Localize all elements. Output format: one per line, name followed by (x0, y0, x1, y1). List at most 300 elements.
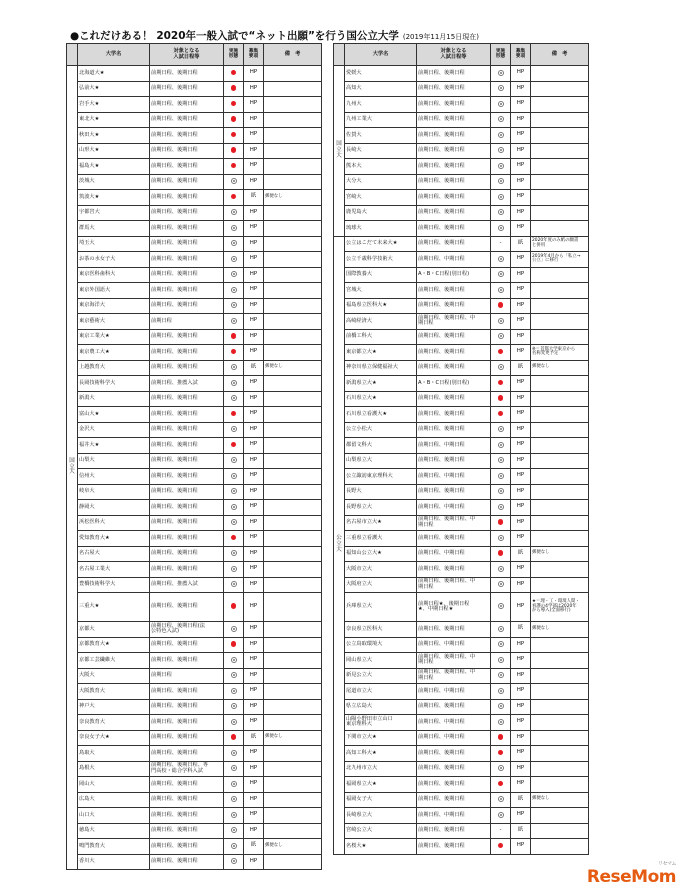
guide-format: HP (511, 267, 531, 283)
double-circle-icon (498, 765, 504, 771)
note-cell (531, 531, 589, 547)
red-dot-icon (231, 116, 237, 122)
double-circle-icon (231, 488, 237, 494)
exam-schedule: 前期日程、後期日程 (150, 174, 224, 190)
double-circle-icon (231, 380, 237, 386)
double-circle-icon (231, 703, 237, 709)
table-row (334, 823, 589, 839)
university-name: 筑波大★ (78, 190, 150, 206)
university-name: 公立千歳科学技術大 (345, 252, 417, 268)
table-row (67, 391, 322, 407)
implementation-mark (224, 128, 244, 144)
note-cell (531, 668, 589, 684)
university-name: 福島大★ (78, 159, 150, 175)
note-cell (264, 391, 322, 407)
note-cell (531, 653, 589, 669)
university-name: 高知大 (345, 81, 417, 97)
university-name: 神奈川県立保健福祉大 (345, 360, 417, 376)
note-cell (264, 593, 322, 622)
guide-format: HP (511, 699, 531, 715)
implementation-mark (224, 174, 244, 190)
double-circle-icon (231, 566, 237, 572)
university-name: 東京海洋大 (78, 298, 150, 314)
university-name: 茨城大 (78, 174, 150, 190)
university-name: 大阪府立大 (345, 577, 417, 593)
guide-format: 紙 (244, 730, 264, 746)
red-dot-icon (231, 147, 237, 153)
implementation-mark (224, 792, 244, 808)
guide-format: 紙 (511, 546, 531, 562)
guide-format: HP (244, 81, 264, 97)
exam-schedule: 前期日程、後期日程 (150, 593, 224, 622)
red-dot-icon (231, 101, 237, 107)
university-name: 高崎経済大 (345, 314, 417, 330)
implementation-mark (491, 422, 511, 438)
implementation-mark (224, 839, 244, 855)
university-name: 宮城大 (345, 283, 417, 299)
exam-schedule: 前期日程、後期日程、専 門高校・総合学科入試 (150, 761, 224, 777)
header-mark: 実施 形態 (491, 44, 511, 66)
header-spacer (67, 44, 78, 66)
guide-format: HP (244, 637, 264, 653)
exam-schedule: 前期日程、後期日程 (417, 190, 491, 206)
implementation-mark (491, 205, 511, 221)
note-cell (264, 143, 322, 159)
guide-format: HP (244, 205, 264, 221)
guide-format: HP (244, 469, 264, 485)
implementation-mark (224, 453, 244, 469)
red-dot-icon (498, 519, 504, 525)
implementation-mark (491, 345, 511, 361)
guide-format: HP (244, 668, 264, 684)
double-circle-icon (231, 364, 237, 370)
double-circle-icon (498, 271, 504, 277)
note-cell (531, 746, 589, 762)
implementation-mark (224, 562, 244, 578)
implementation-mark (491, 128, 511, 144)
exam-schedule: 前期日程、後期日程 (150, 252, 224, 268)
exam-schedule: 前期日程、後期日程 (150, 500, 224, 516)
exam-schedule: 前期日程、後期日程 (150, 422, 224, 438)
university-name: 弘前大★ (78, 81, 150, 97)
exam-schedule: 前期日程、中期日程 (417, 808, 491, 824)
table-row (67, 252, 322, 268)
table-row (67, 515, 322, 531)
implementation-mark (224, 314, 244, 330)
double-circle-icon (231, 457, 237, 463)
guide-format: HP (244, 546, 264, 562)
university-name: 東京外国語大 (78, 283, 150, 299)
implementation-mark (224, 205, 244, 221)
exam-schedule: 前期日程、後期日程 (150, 746, 224, 762)
implementation-mark (491, 174, 511, 190)
exam-schedule: 前期日程、後期日程 (417, 298, 491, 314)
exam-schedule: 前期日程、後期日程 (150, 190, 224, 206)
table-row (334, 66, 589, 82)
note-cell: 郵便なし (264, 190, 322, 206)
note-cell: 郵便なし (264, 839, 322, 855)
guide-format: HP (244, 159, 264, 175)
table-row (334, 221, 589, 237)
note-cell (264, 97, 322, 113)
guide-format: HP (511, 66, 531, 82)
university-name: 鳴門教育大 (78, 839, 150, 855)
guide-format: HP (511, 159, 531, 175)
red-dot-icon (231, 85, 237, 91)
exam-schedule: 前期日程、後期日程 (417, 143, 491, 159)
guide-format: HP (244, 622, 264, 638)
double-circle-icon (231, 657, 237, 663)
guide-format: HP (511, 484, 531, 500)
exam-schedule: 前期日程、後期日程(法 公特色入試) (150, 622, 224, 638)
guide-format: HP (244, 112, 264, 128)
guide-format: HP (511, 298, 531, 314)
guide-format: HP (511, 329, 531, 345)
guide-format: HP (511, 653, 531, 669)
university-name: 県立広島大 (345, 699, 417, 715)
table-row (334, 453, 589, 469)
guide-format: HP (511, 715, 531, 731)
note-cell (531, 484, 589, 500)
note-cell (264, 345, 322, 361)
double-circle-icon (231, 504, 237, 510)
table-row (67, 839, 322, 855)
table-row (334, 730, 589, 746)
double-circle-icon (231, 750, 237, 756)
guide-format: HP (511, 469, 531, 485)
double-circle-icon (231, 688, 237, 694)
exam-schedule: 前期日程、後期日程 (417, 746, 491, 762)
exam-schedule: 前期日程、後期日程 (150, 484, 224, 500)
university-name: 広島大 (78, 792, 150, 808)
table-row (67, 438, 322, 454)
implementation-mark (491, 221, 511, 237)
header-note: 備 考 (531, 44, 589, 66)
right-university-table (333, 43, 589, 855)
table-row (334, 622, 589, 638)
note-cell (264, 484, 322, 500)
table-row (334, 360, 589, 376)
double-circle-icon (231, 318, 237, 324)
exam-schedule: 前期日程、後期日程 (150, 267, 224, 283)
university-name: 公立小松大 (345, 422, 417, 438)
note-cell (264, 699, 322, 715)
guide-format: HP (511, 562, 531, 578)
note-cell (531, 81, 589, 97)
exam-schedule: 前期日程、後期日程 (150, 469, 224, 485)
table-row (67, 577, 322, 593)
note-cell (264, 715, 322, 731)
table-row (334, 684, 589, 700)
double-circle-icon (231, 581, 237, 587)
implementation-mark (491, 112, 511, 128)
red-dot-icon (498, 550, 504, 556)
implementation-mark (224, 143, 244, 159)
double-circle-icon (231, 765, 237, 771)
double-circle-icon (231, 519, 237, 525)
guide-format: HP (511, 314, 531, 330)
university-name: 石川県立大★ (345, 391, 417, 407)
double-circle-icon (231, 781, 237, 787)
exam-schedule: 前期日程、後期日程 (417, 792, 491, 808)
guide-format: HP (511, 376, 531, 392)
university-name: 島根大 (78, 761, 150, 777)
implementation-mark (491, 252, 511, 268)
exam-schedule: 前期日程、後期日程 (150, 236, 224, 252)
exam-schedule: 前期日程、後期日程 (417, 391, 491, 407)
exam-schedule: 前期日程、後期日程 (150, 546, 224, 562)
exam-schedule: 前期日程、後期日程 (150, 808, 224, 824)
university-name: 豊橋技術科学大 (78, 577, 150, 593)
guide-format: HP (244, 854, 264, 870)
header-exam: 対象となる 入試日程等 (150, 44, 224, 66)
implementation-mark (224, 438, 244, 454)
exam-schedule: 前期日程、後期日程 (150, 407, 224, 423)
note-cell (531, 469, 589, 485)
university-name: 金沢大 (78, 422, 150, 438)
note-cell (264, 792, 322, 808)
implementation-mark (491, 438, 511, 454)
red-dot-icon (231, 411, 237, 417)
guide-format: 紙 (511, 236, 531, 252)
exam-schedule: 前期日程、後期日程 (150, 854, 224, 870)
implementation-mark (491, 808, 511, 824)
university-name: 名古屋市立大★ (345, 515, 417, 531)
exam-schedule: 前期日程、後期日程 (417, 453, 491, 469)
implementation-mark (491, 546, 511, 562)
guide-format: HP (244, 329, 264, 345)
exam-schedule: 前期日程、後期日程、中 期日程 (417, 577, 491, 593)
guide-format: HP (511, 283, 531, 299)
university-name: 岐阜大 (78, 484, 150, 500)
implementation-mark (491, 792, 511, 808)
guide-format: HP (244, 391, 264, 407)
table-row (334, 422, 589, 438)
university-name: 大阪大 (78, 668, 150, 684)
table-row (67, 808, 322, 824)
exam-schedule: 前期日程、後期日程 (150, 438, 224, 454)
note-cell (264, 746, 322, 762)
exam-schedule: 前期日程、後期日程 (150, 653, 224, 669)
university-name: 愛知教育大★ (78, 531, 150, 547)
table-row (67, 500, 322, 516)
note-cell (264, 500, 322, 516)
university-name: 新見公立大 (345, 668, 417, 684)
university-name: 京都大 (78, 622, 150, 638)
guide-format: HP (244, 484, 264, 500)
university-name: 香川大 (78, 854, 150, 870)
table-row (67, 407, 322, 423)
university-name: お茶の水女子大 (78, 252, 150, 268)
note-cell (264, 159, 322, 175)
university-name: 山口大 (78, 808, 150, 824)
exam-schedule: 前期日程、後期日程 (150, 97, 224, 113)
red-dot-icon (498, 750, 504, 756)
exam-schedule: 前期日程 (150, 668, 224, 684)
table-row (334, 562, 589, 578)
red-dot-icon (498, 411, 504, 417)
implementation-mark (491, 159, 511, 175)
double-circle-icon (498, 703, 504, 709)
red-dot-icon (231, 194, 237, 200)
implementation-mark (491, 746, 511, 762)
double-circle-icon (498, 70, 504, 76)
table-row (67, 298, 322, 314)
exam-schedule: 前期日程、後期日程 (150, 715, 224, 731)
note-cell (264, 112, 322, 128)
note-cell (264, 777, 322, 793)
exam-schedule: 前期日程、後期日程 (150, 143, 224, 159)
guide-format: HP (511, 438, 531, 454)
table-row (67, 761, 322, 777)
university-name: 静岡大 (78, 500, 150, 516)
guide-format: HP (244, 562, 264, 578)
implementation-mark (224, 761, 244, 777)
table-row (67, 453, 322, 469)
implementation-mark (491, 329, 511, 345)
note-cell (531, 112, 589, 128)
exam-schedule: 前期日程、後期日程 (417, 407, 491, 423)
exam-schedule: 前期日程、後期日程 (150, 515, 224, 531)
guide-format: 紙 (511, 823, 531, 839)
guide-format: HP (511, 453, 531, 469)
table-row (67, 684, 322, 700)
guide-format: HP (244, 66, 264, 82)
note-cell: 郵便なし (264, 730, 322, 746)
guide-format: HP (244, 777, 264, 793)
table-row (67, 792, 322, 808)
exam-schedule: 前期日程、後期日程 (417, 699, 491, 715)
exam-schedule: 前期日程、後期日程 (417, 562, 491, 578)
double-circle-icon (231, 719, 237, 725)
note-cell (531, 438, 589, 454)
implementation-mark (491, 97, 511, 113)
implementation-mark (491, 360, 511, 376)
double-circle-icon (498, 535, 504, 541)
table-row (334, 515, 589, 531)
implementation-mark (491, 637, 511, 653)
note-cell (264, 438, 322, 454)
university-name: 高知工科大★ (345, 746, 417, 762)
note-cell (264, 267, 322, 283)
table-row (334, 345, 589, 361)
guide-format: HP (244, 761, 264, 777)
header-note: 備 考 (264, 44, 322, 66)
guide-format: HP (511, 190, 531, 206)
implementation-mark (491, 484, 511, 500)
university-name: 福岡女子大 (345, 792, 417, 808)
university-name: 長野県立大 (345, 500, 417, 516)
double-circle-icon (498, 178, 504, 184)
table-row (334, 438, 589, 454)
table-row (334, 298, 589, 314)
double-circle-icon (498, 812, 504, 818)
note-cell (531, 730, 589, 746)
note-cell (264, 174, 322, 190)
guide-format: HP (244, 715, 264, 731)
implementation-mark (491, 531, 511, 547)
university-name: 北九州市立大 (345, 761, 417, 777)
table-row (334, 839, 589, 855)
university-name: 鳥取大 (78, 746, 150, 762)
university-name: 九州工業大 (345, 112, 417, 128)
guide-format: HP (511, 577, 531, 593)
guide-format: HP (511, 593, 531, 622)
note-cell: 2019年4月から「私立→ 公立」に移行 (531, 252, 589, 268)
guide-format: HP (244, 298, 264, 314)
table-row (67, 345, 322, 361)
double-circle-icon (498, 333, 504, 339)
exam-schedule: A・B・C日程(別日程) (417, 267, 491, 283)
exam-schedule: 前期日程、後期日程 (150, 345, 224, 361)
implementation-mark (224, 546, 244, 562)
university-name: 公立はこだて未来大★ (345, 236, 417, 252)
double-circle-icon (498, 719, 504, 725)
implementation-mark (224, 112, 244, 128)
table-row (67, 593, 322, 622)
exam-schedule: 前期日程、後期日程 (417, 622, 491, 638)
table-row (67, 205, 322, 221)
table-row (334, 500, 589, 516)
double-circle-icon (498, 147, 504, 153)
table-row (67, 823, 322, 839)
table-row (67, 469, 322, 485)
guide-format: HP (244, 128, 264, 144)
table-row (334, 484, 589, 500)
group-label: 国立大 (334, 66, 345, 237)
implementation-mark (224, 190, 244, 206)
double-circle-icon (231, 796, 237, 802)
exam-schedule: 前期日程、後期日程 (150, 112, 224, 128)
table-row (334, 205, 589, 221)
red-dot-icon (231, 163, 237, 169)
implementation-mark (224, 593, 244, 622)
red-dot-icon (498, 395, 504, 401)
exam-schedule: 前期日程、後期日程 (417, 761, 491, 777)
note-cell (531, 577, 589, 593)
table-row (334, 190, 589, 206)
note-cell (531, 839, 589, 855)
guide-format: HP (244, 407, 264, 423)
implementation-mark (491, 81, 511, 97)
note-cell (264, 298, 322, 314)
exam-schedule: 前期日程、後期日程 (150, 360, 224, 376)
exam-schedule: 前期日程、後期日程 (417, 823, 491, 839)
exam-schedule: 前期日程、後期日程 (150, 823, 224, 839)
guide-format: HP (244, 684, 264, 700)
double-circle-icon (231, 240, 237, 246)
table-row (67, 668, 322, 684)
guide-format: HP (244, 422, 264, 438)
implementation-mark (491, 593, 511, 622)
university-name: 東北大★ (78, 112, 150, 128)
guide-format: HP (511, 515, 531, 531)
exam-schedule: 前期日程、後期日程 (150, 221, 224, 237)
university-name: 岡山大 (78, 777, 150, 793)
red-dot-icon (231, 641, 237, 647)
double-circle-icon (498, 116, 504, 122)
exam-schedule: 前期日程、後期日程 (417, 283, 491, 299)
exam-schedule: 前期日程、後期日程 (150, 839, 224, 855)
table-row (334, 267, 589, 283)
table-row (67, 376, 322, 392)
guide-format: HP (511, 637, 531, 653)
guide-format: HP (244, 699, 264, 715)
university-name: 琉球大 (345, 221, 417, 237)
table-row (334, 469, 589, 485)
implementation-mark (491, 515, 511, 531)
table-row (334, 143, 589, 159)
